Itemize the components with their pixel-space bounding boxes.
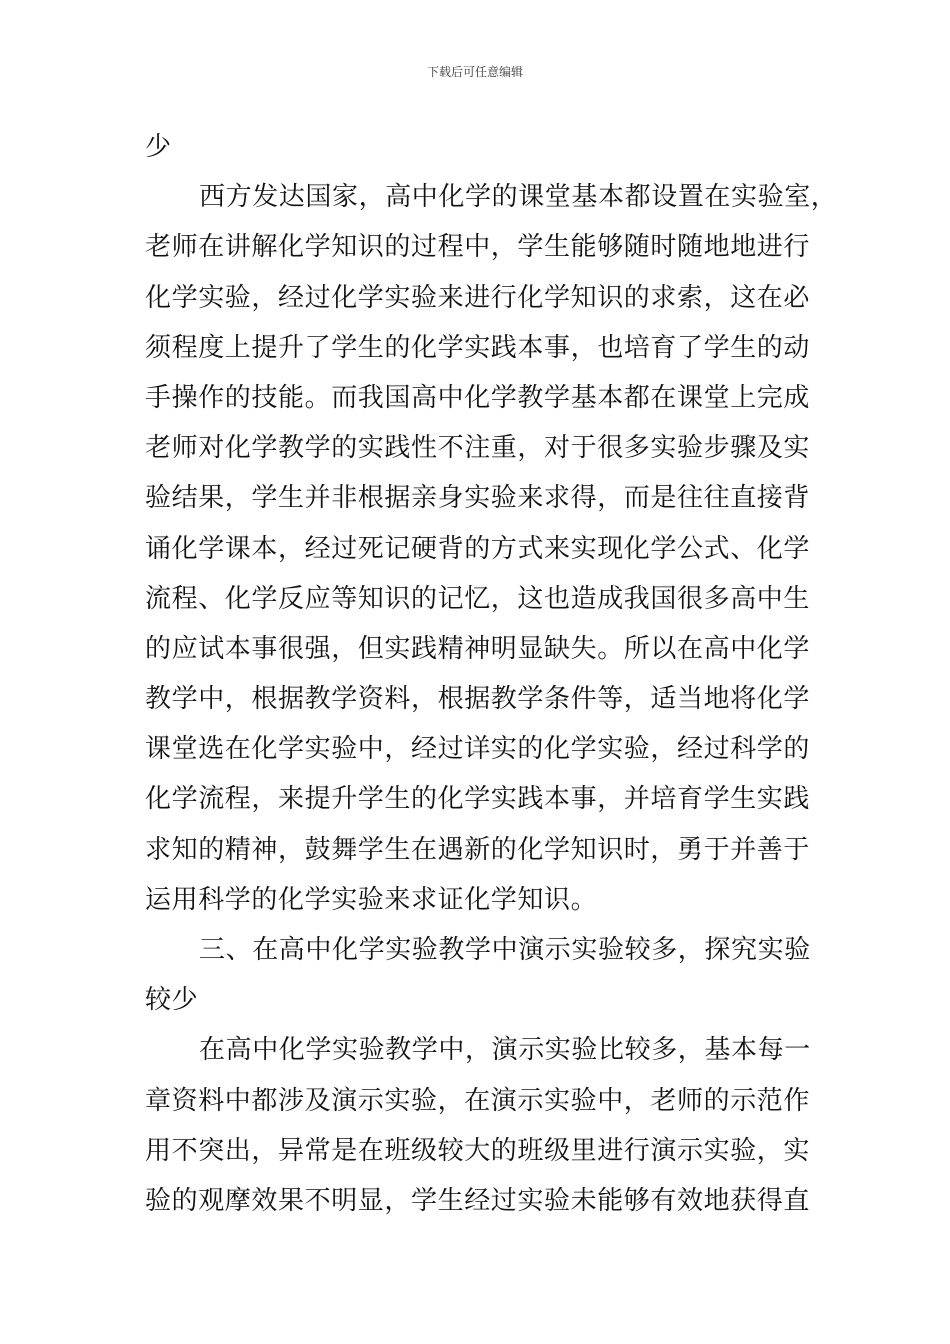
paragraph-first-line: 西方发达国家，高中化学的课堂基本都设置在实验室，	[199, 182, 838, 213]
text-line: 求知的精神，鼓舞学生在遇新的化学知识时，勇于并善于	[145, 834, 811, 865]
text-line: 老师对化学教学的实践性不注重，对于很多实验步骤及实	[145, 433, 811, 464]
page-header: 下载后可任意编辑	[426, 65, 523, 79]
document-body	[145, 122, 838, 1226]
text-line: 验结果，学生并非根据亲身实验来求得，而是往往直接背	[145, 483, 811, 514]
text-line: 运用科学的化学实验来求证化学知识。	[145, 884, 598, 915]
text-line: 验的观摩效果不明显，学生经过实验未能够有效地获得直	[145, 1185, 811, 1216]
text-line: 手操作的技能。而我国高中化学教学基本都在课堂上完成	[145, 382, 811, 413]
text-line: 的应试本事很强，但实践精神明显缺失。所以在高中化学	[145, 633, 811, 664]
text-line: 章资料中都涉及演示实验，在演示实验中，老师的示范作	[145, 1085, 811, 1116]
text-line: 流程、化学反应等知识的记忆，这也造成我国很多高中生	[145, 583, 811, 614]
section-heading-continued: 较少	[145, 985, 199, 1016]
text-line: 用不突出，异常是在班级较大的班级里进行演示实验，实	[145, 1135, 811, 1166]
text-line: 少	[145, 132, 172, 162]
text-line: 课堂选在化学实验中，经过详实的化学实验，经过科学的	[145, 734, 811, 765]
text-line: 老师在讲解化学知识的过程中，学生能够随时随地地进行	[145, 232, 811, 263]
text-line: 诵化学课本，经过死记硬背的方式来实现化学公式、化学	[145, 533, 811, 564]
text-line: 化学实验，经过化学实验来进行化学知识的求索，这在必	[145, 282, 811, 313]
text-line: 须程度上提升了学生的化学实践本事，也培育了学生的动	[145, 332, 811, 363]
text-line: 化学流程，来提升学生的化学实践本事，并培育学生实践	[145, 784, 811, 815]
paragraph-first-line: 在高中化学实验教学中，演示实验比较多，基本每一	[199, 1035, 811, 1066]
section-heading: 三、在高中化学实验教学中演示实验较多，探究实验	[199, 935, 811, 965]
text-line: 教学中，根据教学资料，根据教学条件等，适当地将化学	[145, 684, 811, 715]
